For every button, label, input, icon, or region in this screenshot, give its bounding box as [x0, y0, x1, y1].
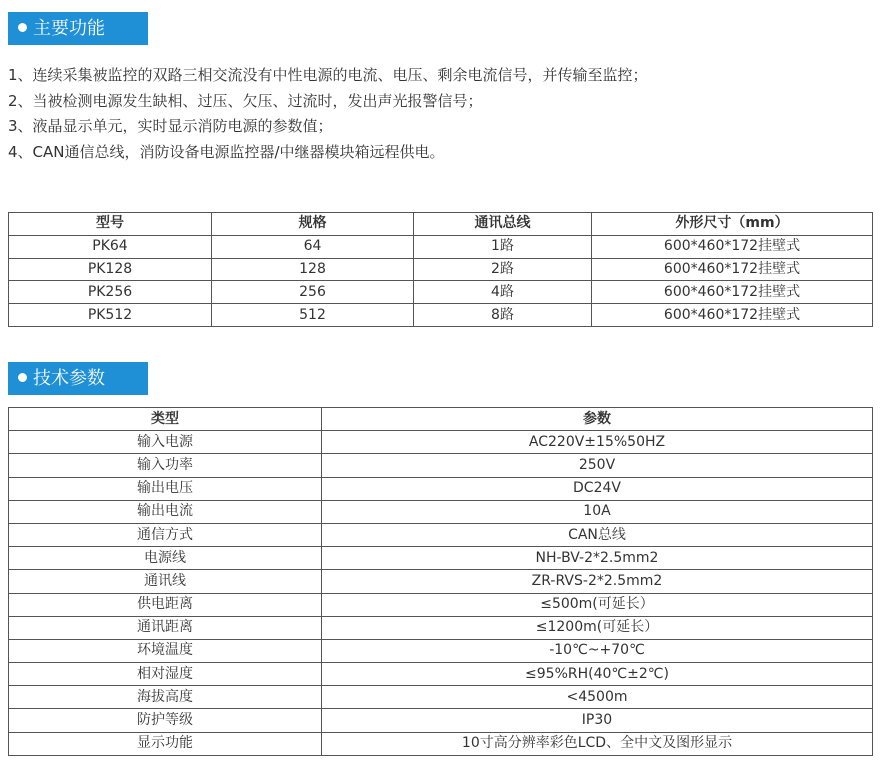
table-cell: 1路 [414, 235, 592, 258]
table-cell: PK256 [9, 281, 212, 304]
table-cell: 128 [212, 258, 414, 281]
table-cell: 4路 [414, 281, 592, 304]
table-header-row [9, 408, 873, 431]
table-row [9, 639, 873, 662]
table-cell: CAN总线 [322, 523, 873, 546]
table-cell: 供电距离 [9, 593, 322, 616]
table-cell: ≤95%RH(40℃±2℃) [322, 663, 873, 686]
header-cell: 类型 [9, 408, 322, 431]
feature-item: 2、当被检测电源发生缺相、过压、欠压、过流时，发出声光报警信号； [8, 91, 483, 110]
header-cell: 型号 [9, 213, 212, 236]
section-header-main-functions [8, 12, 148, 45]
section-title: 主要功能 [33, 18, 105, 39]
table-row [9, 258, 873, 281]
table-cell: ZR-RVS-2*2.5mm2 [322, 570, 873, 593]
table-row [9, 477, 873, 500]
table-cell: 环境温度 [9, 639, 322, 662]
bullet-dot-icon [18, 373, 27, 382]
table-cell: 输入电源 [9, 431, 322, 454]
table-cell: PK64 [9, 235, 212, 258]
table-row [9, 304, 873, 327]
table-row [9, 709, 873, 732]
table-cell: 海拔高度 [9, 686, 322, 709]
table-cell: 250V [322, 454, 873, 477]
feature-item: 1、连续采集被监控的双路三相交流没有中性电源的电流、电压、剩余电流信号，并传输至监控； [8, 66, 648, 84]
table-cell: ≤500m(可延长） [322, 593, 873, 616]
table-row [9, 235, 873, 258]
table-row [9, 732, 873, 755]
table-cell: 8路 [414, 304, 592, 327]
table-row [9, 663, 873, 686]
models-table [8, 212, 873, 327]
header-cell: 外形尺寸（mm） [592, 213, 873, 236]
table-row [9, 500, 873, 523]
table-cell: 防护等级 [9, 709, 322, 732]
table-cell: 显示功能 [9, 732, 322, 755]
table-cell: 输入功率 [9, 454, 322, 477]
table-row [9, 593, 873, 616]
table-cell: PK512 [9, 304, 212, 327]
feature-item: 4、CAN通信总线，消防设备电源监控器/中继器模块箱远程供电。 [8, 142, 445, 161]
header-cell: 通讯总线 [414, 213, 592, 236]
table-row [9, 616, 873, 639]
table-cell: 10寸高分辨率彩色LCD、全中文及图形显示 [322, 732, 873, 755]
table-cell: 64 [212, 235, 414, 258]
table-cell: IP30 [322, 709, 873, 732]
table-cell: AC220V±15%50HZ [322, 431, 873, 454]
table-cell: -10℃~+70℃ [322, 639, 873, 662]
table-header-row [9, 213, 873, 236]
table-cell: 通讯距离 [9, 616, 322, 639]
table-row [9, 281, 873, 304]
table-row [9, 547, 873, 570]
table-cell: 通信方式 [9, 523, 322, 546]
table-cell: 输出电压 [9, 477, 322, 500]
table-cell: 600*460*172挂壁式 [592, 281, 873, 304]
table-cell: NH-BV-2*2.5mm2 [322, 547, 873, 570]
feature-list [8, 63, 872, 165]
table-cell: 600*460*172挂壁式 [592, 304, 873, 327]
feature-item: 3、液晶显示单元，实时显示消防电源的参数值； [8, 117, 333, 135]
section-header-tech-params [8, 362, 148, 395]
table-cell: 输出电流 [9, 500, 322, 523]
table-row [9, 431, 873, 454]
section-title: 技术参数 [33, 368, 105, 389]
table-cell: 256 [212, 281, 414, 304]
table-cell: 2路 [414, 258, 592, 281]
table-cell: ≤1200m(可延长） [322, 616, 873, 639]
table-row [9, 686, 873, 709]
table-cell: 512 [212, 304, 414, 327]
header-cell: 参数 [322, 408, 873, 431]
table-cell: 10A [322, 500, 873, 523]
table-cell: DC24V [322, 477, 873, 500]
table-row [9, 570, 873, 593]
table-cell: 通讯线 [9, 570, 322, 593]
table-cell: 600*460*172挂壁式 [592, 235, 873, 258]
table-row [9, 523, 873, 546]
table-cell: 相对湿度 [9, 663, 322, 686]
table-cell: <4500m [322, 686, 873, 709]
table-cell: PK128 [9, 258, 212, 281]
bullet-dot-icon [18, 23, 27, 32]
params-table [8, 407, 873, 756]
table-cell: 600*460*172挂壁式 [592, 258, 873, 281]
header-cell: 规格 [212, 213, 414, 236]
table-cell: 电源线 [9, 547, 322, 570]
table-row [9, 454, 873, 477]
